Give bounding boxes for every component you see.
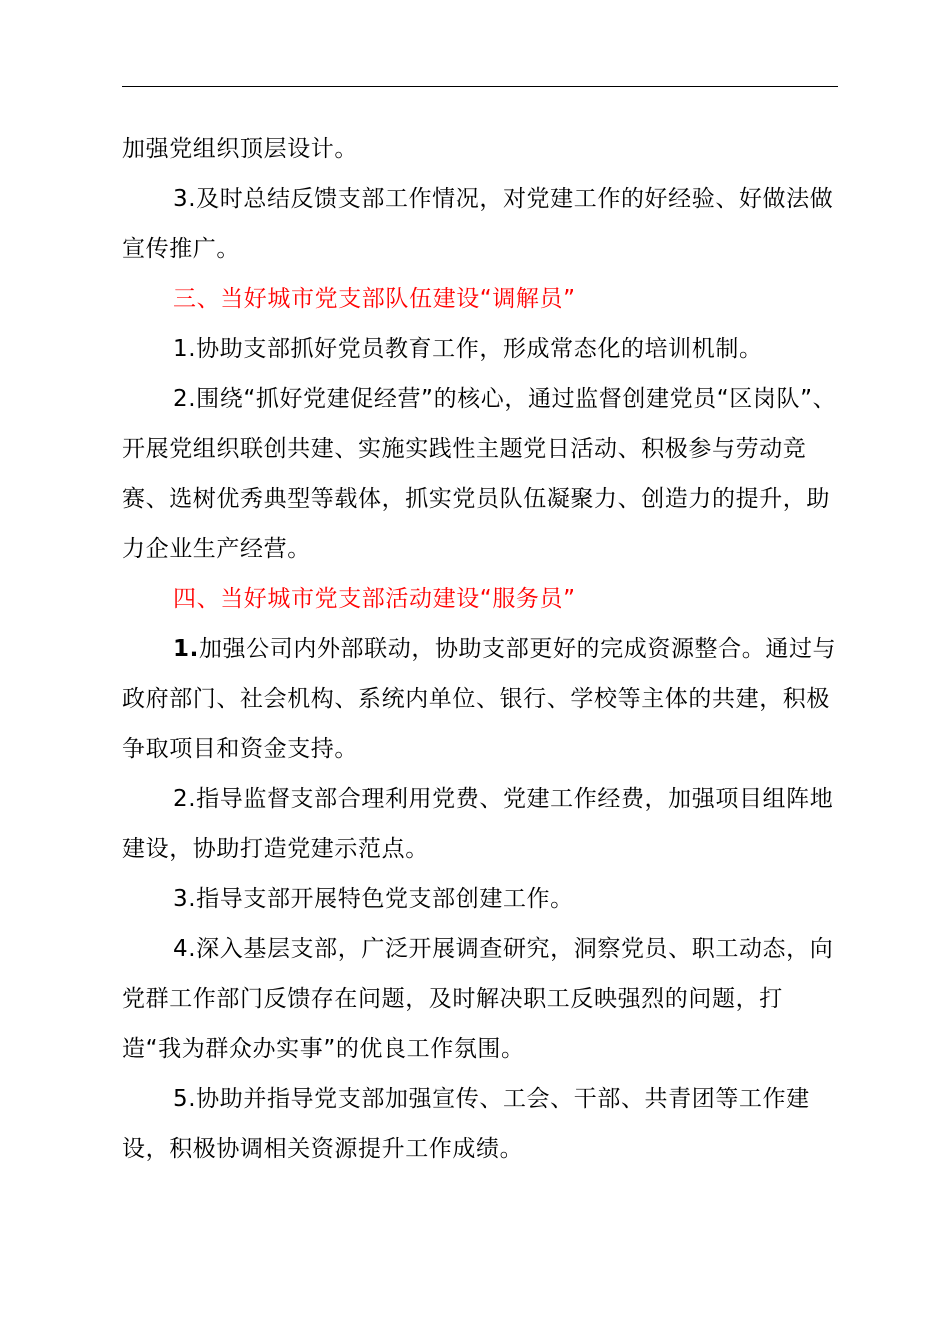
bold-item-number: 1.	[173, 636, 199, 662]
paragraph-text: 加强公司内外部联动，协助支部更好的完成资源整合。通过与政府部门、社会机构、系统内单位、银行、学校等主体的共建，积极争取项目和资金支持。	[122, 636, 837, 762]
paragraph-item-5-section-4: 5.协助并指导党支部加强宣传、工会、干部、共青团等工作建设，积极协调相关资源提升工作成绩。	[122, 1086, 810, 1162]
paragraph-item-2-section-4: 2.指导监督支部合理利用党费、党建工作经费，加强项目组阵地建设，协助打造党建示范点。	[122, 786, 834, 862]
paragraph-item-3-section-4: 3.指导支部开展特色党支部创建工作。	[173, 886, 574, 912]
paragraph-item-3: 3.及时总结反馈支部工作情况，对党建工作的好经验、好做法做宣传推广。	[122, 186, 834, 262]
paragraph-item-2: 2.围绕“抓好党建促经营”的核心，通过监督创建党员“区岗队”、开展党组织联创共建、实施实践性主题党日活动、积极参与劳动竞赛、选树优秀典型等载体，抓实党员队伍凝聚力、创造力的提升，助力企业生产经营。	[122, 386, 837, 562]
paragraph-continuation: 加强党组织顶层设计。	[122, 136, 358, 162]
paragraph-item-4-section-4: 4.深入基层支部，广泛开展调查研究，洞察党员、职工动态，向党群工作部门反馈存在问题，及时解决职工反映强烈的问题，打造“我为群众办实事”的优良工作氛围。	[122, 936, 834, 1062]
paragraph-item-1-section-4	[122, 624, 838, 774]
section-heading-4: 四、当好城市党支部活动建设“服务员”	[173, 586, 576, 612]
section-heading-3: 三、当好城市党支部队伍建设“调解员”	[173, 286, 576, 312]
header-rule	[122, 86, 838, 87]
document-body	[122, 124, 838, 1174]
paragraph-item-1: 1.协助支部抓好党员教育工作，形成常态化的培训机制。	[173, 336, 763, 362]
